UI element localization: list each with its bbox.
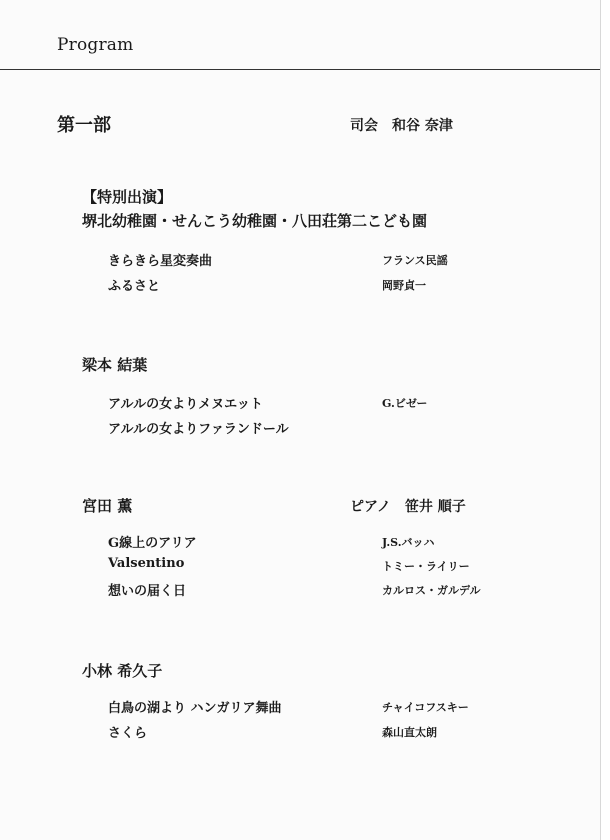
song-composer: トミー・ライリー bbox=[382, 560, 470, 573]
performer-name: 宮田 薫 bbox=[82, 497, 133, 515]
song-title: アルルの女よりメヌエット bbox=[108, 397, 263, 412]
song-title: G線上のアリア bbox=[108, 536, 197, 551]
song-title: 白鳥の湖より ハンガリア舞曲 bbox=[108, 701, 282, 716]
page-title: Program bbox=[57, 35, 134, 55]
song-title: さくら bbox=[108, 726, 148, 741]
header-divider bbox=[0, 69, 600, 70]
special-performer: 堺北幼稚園・せんこう幼稚園・八田荘第二こども園 bbox=[82, 212, 428, 230]
part-title: 第一部 bbox=[57, 115, 111, 136]
song-title: アルルの女よりファランドール bbox=[108, 422, 289, 437]
song-title: Valsentino bbox=[108, 556, 185, 571]
song-composer: カルロス・ガルデル bbox=[382, 584, 481, 597]
song-title: 想いの届く日 bbox=[108, 584, 187, 599]
song-composer: チャイコフスキー bbox=[382, 701, 469, 714]
song-composer: フランス民謡 bbox=[382, 254, 448, 267]
song-composer: 岡野貞一 bbox=[382, 279, 426, 292]
song-title: ふるさと bbox=[108, 279, 161, 294]
special-appearance-label: 【特別出演】 bbox=[82, 188, 173, 206]
performer-name: 小林 希久子 bbox=[82, 662, 163, 680]
mc-credit: 司会 和谷 奈津 bbox=[350, 118, 453, 134]
performer-name: 梁本 結葉 bbox=[82, 356, 148, 374]
song-composer: J.S.バッハ bbox=[382, 536, 435, 549]
accompanist-credit: ピアノ 笹井 順子 bbox=[350, 499, 466, 515]
song-composer: 森山直太朗 bbox=[382, 726, 437, 739]
song-title: きらきら星変奏曲 bbox=[108, 254, 213, 269]
song-composer: G.ビゼー bbox=[382, 397, 428, 410]
